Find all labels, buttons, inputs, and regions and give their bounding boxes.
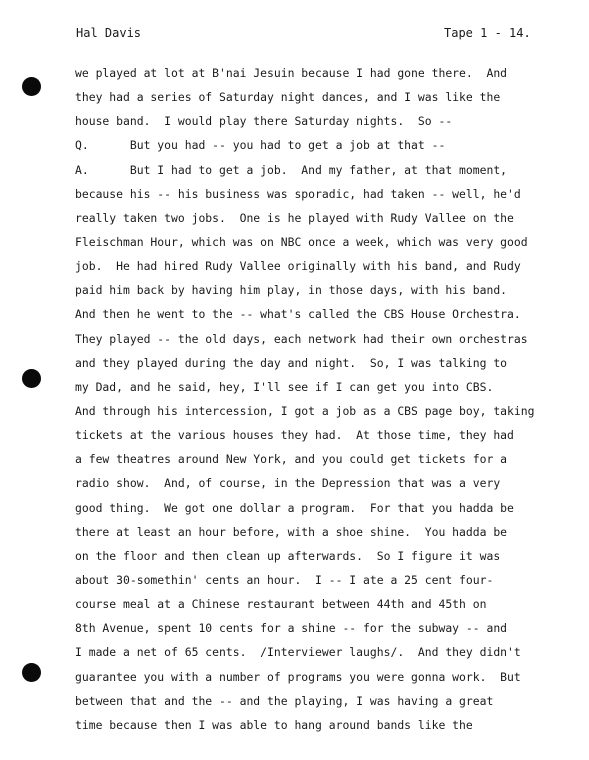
text-line: we played at lot at B'nai Jesuin because I had gone there. And	[75, 66, 508, 80]
text-line: A. But I had to get a job. And my father, at that moment,	[75, 162, 508, 177]
text-line: and they played during the day and night. So, I was talking to	[75, 355, 508, 370]
text-line: paid him back by having him play, in those days, with his band.	[75, 283, 508, 298]
text-line: And through his intercession, I got a job as a CBS page boy, taking	[75, 403, 535, 418]
text-line: tickets at the various houses they had. At those time, they had	[75, 428, 514, 443]
text-line: between that and the -- and the playing, I was having a great	[75, 693, 494, 708]
text-line: really taken two jobs. One is he played with Rudy Vallee on the	[75, 210, 514, 225]
text-line: I made a net of 65 cents. /Interviewer laughs/. And they didn't	[75, 645, 521, 660]
text-line: Fleischman Hour, which was on NBC once a week, which was very good	[75, 234, 528, 249]
text-line: because his -- his business was sporadic, had taken -- well, he'd	[75, 186, 521, 201]
text-line: house band. I would play there Saturday nights. So --	[75, 114, 453, 129]
text-line: they had a series of Saturday night dances, and I was like the	[75, 90, 501, 105]
punch-hole	[22, 369, 41, 388]
text-line: 8th Avenue, spent 10 cents for a shine -- for the subway -- and	[75, 621, 508, 636]
speaker-name: Hal Davis	[76, 26, 142, 40]
text-line: there at least an hour before, with a shoe shine. You hadda be	[75, 524, 508, 539]
text-line: time because then I was able to hang around bands like the	[75, 717, 473, 732]
text-line: a few theatres around New York, and you could get tickets for a	[75, 452, 508, 467]
text-line: course meal at a Chinese restaurant between 44th and 45th on	[75, 597, 487, 612]
punch-hole	[22, 663, 41, 682]
text-line: And then he went to the -- what's called the CBS House Orchestra.	[75, 307, 521, 322]
transcript-body	[75, 61, 575, 737]
text-line: guarantee you with a number of programs you were gonna work. But	[75, 669, 521, 684]
text-line: my Dad, and he said, hey, I'll see if I can get you into CBS.	[75, 379, 494, 394]
text-line: on the floor and then clean up afterwards. So I figure it was	[75, 548, 501, 563]
text-line: good thing. We got one dollar a program. For that you hadda be	[75, 500, 514, 515]
punch-hole	[22, 77, 41, 96]
text-line: about 30-somethin' cents an hour. I -- I ate a 25 cent four-	[75, 572, 494, 587]
tape-page-number: Tape 1 - 14.	[444, 26, 531, 40]
text-line: radio show. And, of course, in the Depression that was a very	[75, 476, 501, 491]
text-line: Q. But you had -- you had to get a job at that --	[75, 138, 446, 153]
text-line: They played -- the old days, each network had their own orchestras	[75, 331, 528, 346]
text-line: job. He had hired Rudy Vallee originally with his band, and Rudy	[75, 259, 521, 274]
